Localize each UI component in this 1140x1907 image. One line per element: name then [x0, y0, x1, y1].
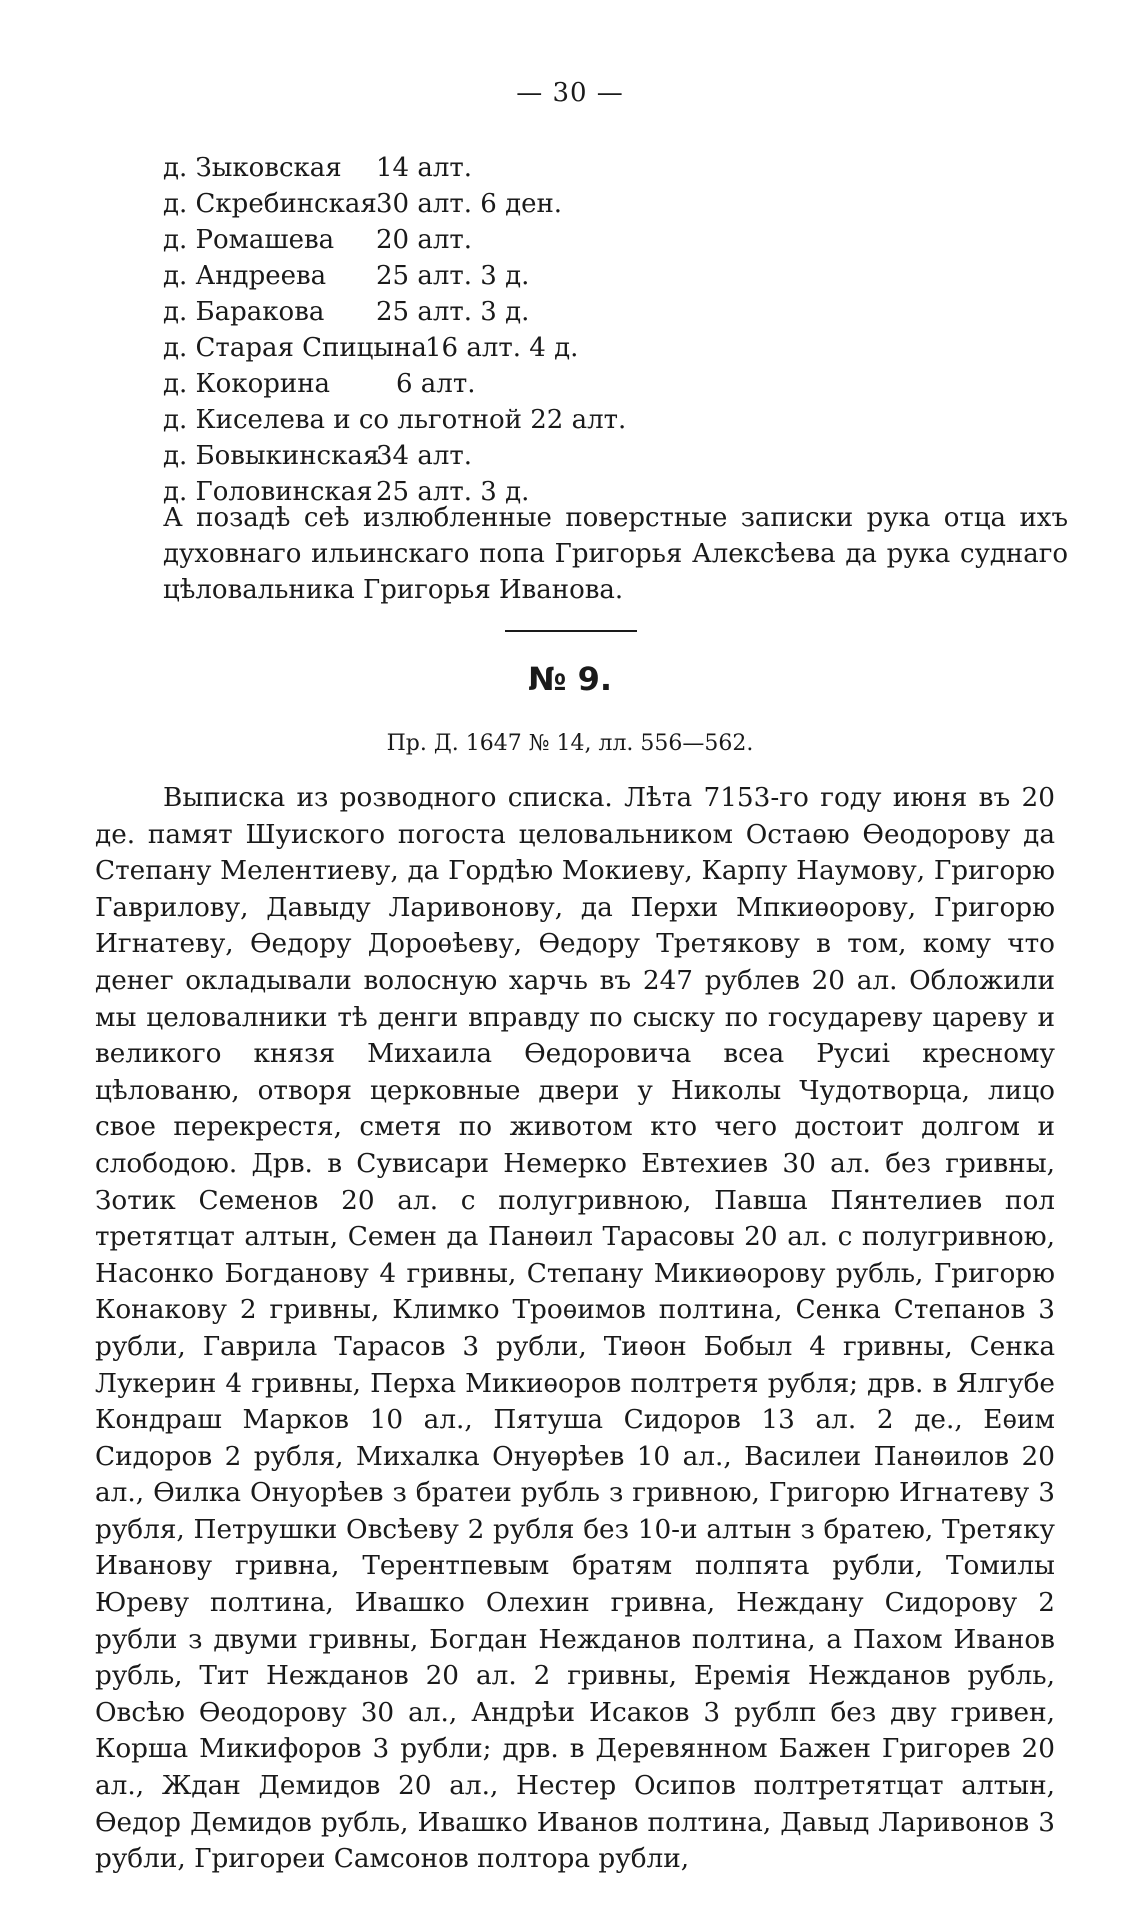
village-name: д. Ромашева — [163, 225, 335, 255]
village-name: д. Скребинская — [163, 189, 377, 219]
list-item — [163, 366, 923, 402]
page-number: — 30 — — [516, 78, 624, 108]
list-item — [163, 402, 923, 438]
village-name: д. Кокорина — [163, 369, 331, 399]
village-amount: 25 алт. 3 д. — [376, 261, 530, 291]
village-name: д. Баракова — [163, 297, 325, 327]
village-amount: 34 алт. — [376, 441, 473, 471]
village-amount: 14 алт. — [376, 153, 473, 183]
village-amount: 20 алт. — [376, 225, 473, 255]
village-name: д. Киселева и со льготной 22 алт. — [163, 405, 627, 435]
closing-paragraph: А позадѣ сеѣ излюбленные поверстные записки рука отца ихъ духовнаго ильинскаго попа Григорья Алексѣева да рука суднаго цѣловальника Григорья Иванова. — [163, 503, 1068, 605]
body-paragraph: Выписка из розводного списка. Лѣта 7153-го году июня въ 20 де. памят Шуиского погоста целовальником Остаѳю Ѳеодорову да Степану Мелентиеву, да Гордѣю Мокиеву, Карпу Наумову, Григорю Гаврилову, Давыду Ларивонову, да Перхи Мпкиѳорову, Григорю Игнатеву, Ѳедору Дороѳѣеву, Ѳедору Третякову в том, кому что денег окладывали волосную харчь въ 247 рублев 20 ал. Обложили мы целовалники тѣ денги вправду по сыску по государеву цареву и великого князя Михаила Ѳедоровича всеа Русиі кресному цѣлованю, отворя церковные двери у Николы Чудотворца, лицо свое перекрестя, сметя по животом кто чего достоит долгом и слободою. Дрв. в Сувисари Немерко Евтехиев 30 ал. без гривны, Зотик Семенов 20 ал. с полугривною, Павша Пянтелиев пол третятцат алтын, Семен да Панѳил Тарасовы 20 ал. с полугривною, Насонко Богданову 4 гривны, Степану Микиѳорову рубль, Григорю Конакову 2 гривны, Климко Троѳимов полтина, Сенка Степанов 3 рубли, Гаврила Тарасов 3 рубли, Тиѳон Бобыл 4 гривны, Сенка Лукерин 4 гривны, Перха Микиѳоров полтретя рубля; дрв. в Ялгубе Кондраш Марков 10 ал., Пятуша Сидоров 13 ал. 2 де., Еѳим Сидоров 2 рубля, Михалка Онуѳрѣев 10 ал., Василеи Панѳилов 20 ал., Ѳилка Онуорѣев з братеи рубль з гривною, Григорю Игнатеву 3 рубля, Петрушки Овсѣеву 2 рубля без 10-и алтын з братею, Третяку Иванову гривна, Терентпевым братям полпята рубли, Томилы Юреву полтина, Ивашко Олехин гривна, Неждану Сидорову 2 рубли з двуми гривны, Богдан Нежданов полтина, а Пахом Иванов рубль, Тит Нежданов 20 ал. 2 гривны, Еремія Нежданов рубль, Овсѣю Ѳеодорову 30 ал., Андрѣи Исаков 3 рублп без дву гривен, Корша Микифоров 3 рубли; дрв. в Деревянном Бажен Григорев 20 ал., Ждан Демидов 20 ал., Нестер Осипов полтретятцат алтын, Ѳедор Демидов рубль, Ивашко Иванов полтина, Давыд Ларивонов 3 рубли, Григореи Самсонов полтора рубли, — [95, 783, 1055, 1875]
list-item — [163, 438, 923, 474]
list-item — [163, 330, 923, 366]
village-name: д. Бовыкинская — [163, 441, 380, 471]
village-name: д. Старая Спицына — [163, 333, 427, 363]
village-list — [163, 150, 923, 510]
village-name: д. Головинская — [163, 477, 373, 507]
village-amount: 16 алт. 4 д. — [425, 333, 579, 363]
list-item — [163, 222, 923, 258]
village-name: д. Андреева — [163, 261, 327, 291]
source-reference: Пр. Д. 1647 № 14, лл. 556—562. — [386, 731, 754, 756]
village-amount: 25 алт. 3 д. — [376, 297, 530, 327]
list-item — [163, 150, 923, 186]
village-name: д. Зыковская — [163, 153, 342, 183]
document-number: № 9. — [527, 660, 613, 698]
list-item — [163, 258, 923, 294]
list-item — [163, 294, 923, 330]
section-divider — [505, 630, 637, 632]
list-item — [163, 186, 923, 222]
village-amount: 30 алт. 6 ден. — [376, 189, 563, 219]
village-amount: 25 алт. 3 д. — [376, 477, 530, 507]
village-amount: 6 алт. — [396, 369, 476, 399]
